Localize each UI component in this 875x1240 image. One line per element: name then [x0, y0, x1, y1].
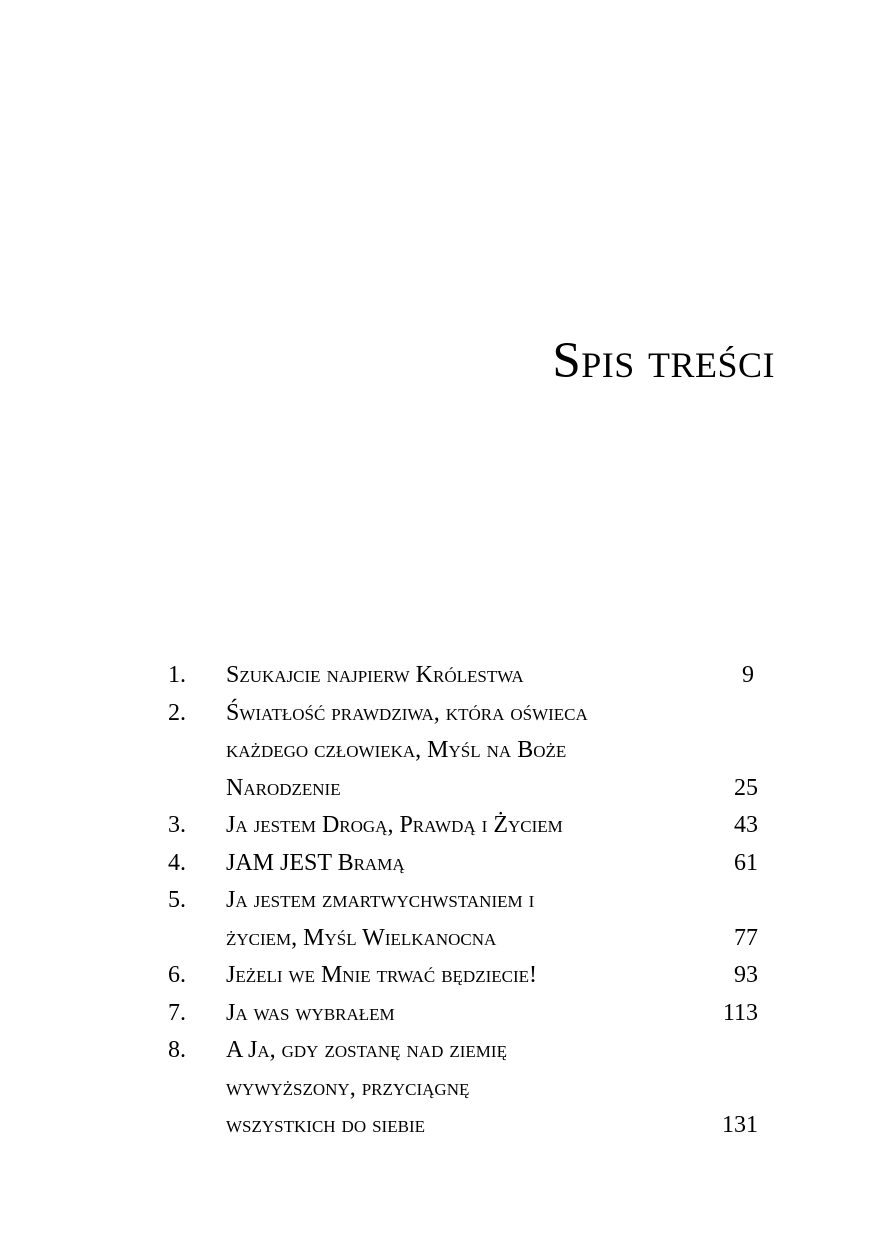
toc-line [168, 882, 758, 920]
toc-entry-title: Ja was wybrałem [226, 999, 395, 1026]
toc-entry-page: 77 [734, 924, 758, 951]
toc-entry-1 [168, 657, 758, 695]
toc-line [168, 1070, 758, 1108]
toc-entry-page: 131 [722, 1112, 758, 1138]
toc-entry-title: A Ja, gdy zostanę nad ziemię [226, 1037, 507, 1063]
toc-entry-title-continued: każdego człowieka, Myśl na Boże [226, 737, 567, 763]
toc-entry-number: 3. [168, 812, 186, 838]
toc-entry-4 [168, 845, 758, 883]
toc-entry-title-continued: wywyższony, przyciągnę [226, 1074, 470, 1101]
toc-entry-number: 5. [168, 887, 186, 913]
toc-entry-title: Światłość prawdziwa, która oświeca [226, 699, 588, 726]
toc-entry-page: 93 [734, 962, 758, 988]
toc-entry-page: 61 [734, 849, 758, 876]
toc-line [168, 995, 758, 1033]
toc-line [168, 845, 758, 883]
toc-line [168, 657, 758, 695]
toc-entry-number: 1. [168, 662, 186, 688]
toc-entry-3 [168, 807, 758, 845]
table-of-contents [168, 657, 758, 1145]
toc-entry-title: JAM JEST Bramą [226, 849, 405, 876]
toc-entry-title-continued: życiem, Myśl Wielkanocna [226, 924, 497, 951]
toc-entry-page: 25 [734, 774, 758, 801]
toc-entry-number: 6. [168, 962, 186, 988]
toc-entry-page: 113 [722, 999, 758, 1026]
toc-entry-6 [168, 957, 758, 995]
toc-line [168, 807, 758, 845]
toc-entry-page: 9 [742, 662, 754, 688]
toc-entry-title: Jeżeli we Mnie trwać będziecie! [226, 962, 537, 988]
toc-line [168, 957, 758, 995]
toc-entry-5 [168, 882, 758, 957]
toc-entry-number: 8. [168, 1037, 186, 1063]
toc-line [168, 770, 758, 808]
toc-line [168, 1107, 758, 1145]
toc-entry-2 [168, 695, 758, 808]
toc-line [168, 695, 758, 733]
page-title: Spis treści [552, 333, 775, 389]
toc-entry-page: 43 [734, 812, 758, 838]
toc-entry-title: Szukajcie najpierw Królestwa [226, 662, 524, 688]
toc-line [168, 920, 758, 958]
toc-entry-title: Ja jestem Drogą, Prawdą i Życiem [226, 812, 563, 838]
toc-entry-8 [168, 1032, 758, 1145]
toc-entry-number: 4. [168, 849, 186, 876]
toc-entry-7 [168, 995, 758, 1033]
toc-entry-number: 2. [168, 699, 186, 726]
toc-entry-title: Ja jestem zmartwychwstaniem i [226, 887, 535, 913]
toc-line [168, 732, 758, 770]
toc-line [168, 1032, 758, 1070]
toc-entry-number: 7. [168, 999, 186, 1026]
toc-entry-title-continued: wszystkich do siebie [226, 1112, 425, 1138]
toc-entry-title-continued: Narodzenie [226, 774, 341, 801]
